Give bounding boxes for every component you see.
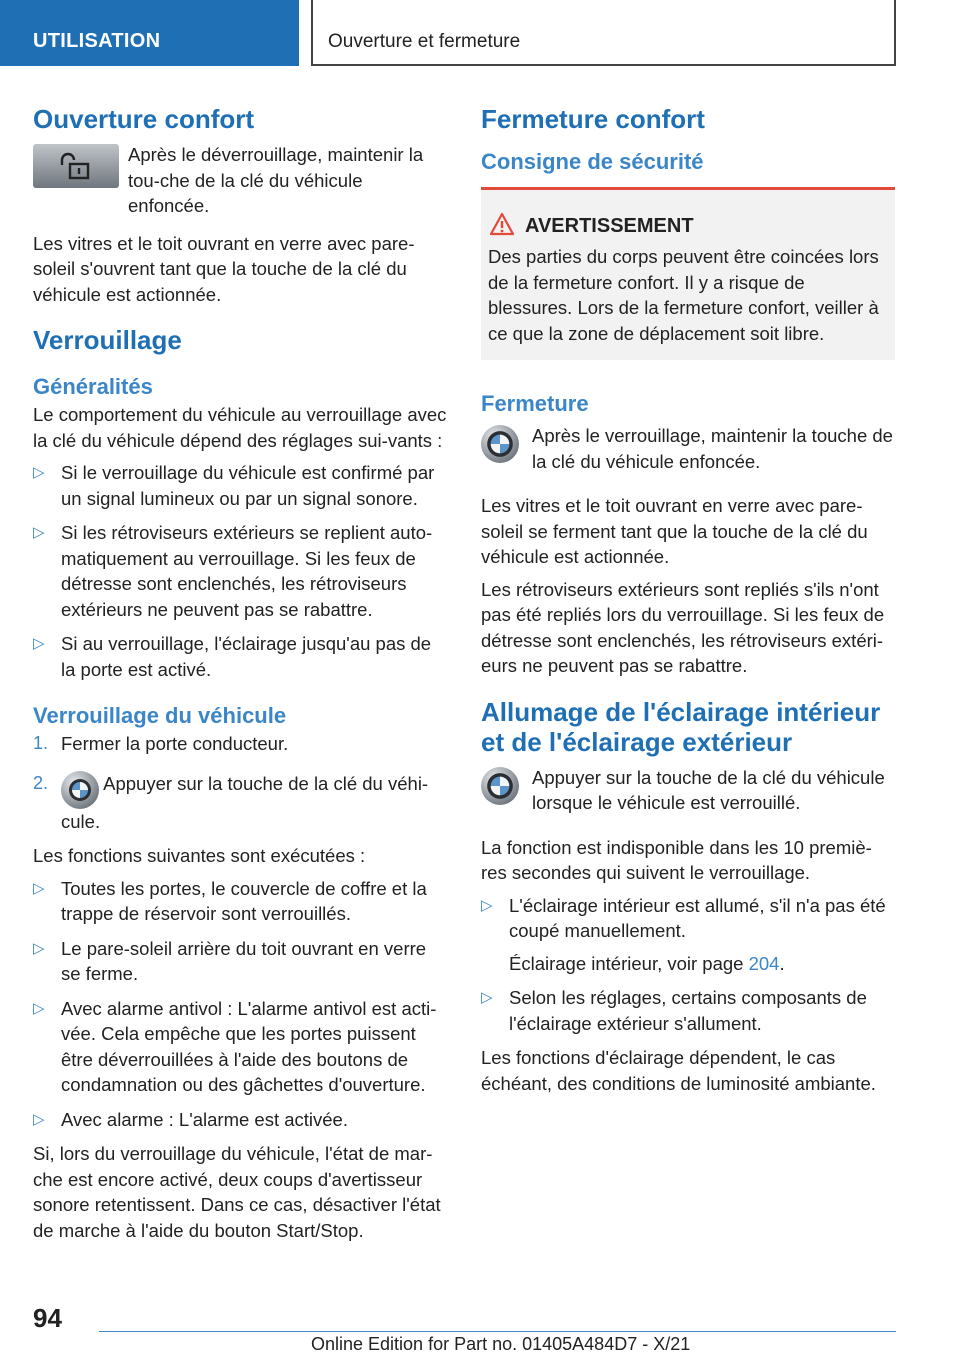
allumage-paragraph: La fonction est indisponible dans les 10 premiè-res secondes qui suivent le verrouillage. [481,836,872,883]
list-item: ▷ Le pare-soleil arrière du toit ouvrant en verre se ferme. [33,937,427,984]
warning-text: Des parties du corps peuvent être coincées lors de la fermeture confort. Il y a risque de blessures. Lors de la fermeture confort, veiller à ce que la zone de déplacement soit libre. [488,246,879,344]
fermeture-icon-text: Après le verrouillage, maintenir la touche de la clé du véhicule enfoncée. [532,425,893,472]
heading-consigne-securite: Consigne de sécurité [481,149,704,174]
heading-allumage-eclairage: Allumage de l'éclairage intérieur et de l'éclairage extérieur [481,696,881,757]
warning-title: AVERTISSEMENT [525,214,887,238]
generalites-list [33,460,447,682]
heading-verrouillage-vehicule: Verrouillage du véhicule [33,703,287,728]
heading-fermeture-confort: Fermeture confort [481,104,705,134]
header-section-tab [0,0,299,66]
header-chapter-box [311,0,896,66]
bullet-icon: ▷ [481,896,493,914]
fermeture-icon-paragraph [481,423,895,481]
unlock-button-icon [33,144,119,188]
bmw-logo-icon [61,771,99,809]
bullet-icon: ▷ [33,524,45,541]
bullet-icon: ▷ [33,635,45,652]
bmw-logo-icon [481,425,519,463]
list-item: ▷ Toutes les portes, le couvercle de coffre et la trappe de réservoir sont verrouillés. [33,877,427,924]
fermeture-paragraph-2: Les rétroviseurs extérieurs sont repliés s'ils n'ont pas été repliés lors du verrouillage. Si les feux de détresse sont enclenchés, les rétroviseurs extéri-eurs ne peuvent pas se rabattre. [481,578,885,676]
bmw-logo-icon [481,767,519,805]
fonctions-list [33,876,447,1133]
list-item: 2. Appuyer sur la touche de la clé du véhi-cule. [33,772,429,832]
footer-divider [99,1331,896,1332]
warning-box [481,187,895,360]
final-paragraph-right: Les fonctions d'éclairage dépendent, le cas échéant, des conditions de luminosité ambiante. [481,1047,876,1094]
list-item: 1. Fermer la porte conducteur. [33,733,289,754]
page-reference: Éclairage intérieur, voir page 204. [509,952,785,974]
ouverture-paragraph: Les vitres et le toit ouvrant en verre avec pare-soleil s'ouvrent tant que la touche de la clé du véhicule est actionnée. [33,232,415,305]
right-column [481,100,895,1103]
bullet-icon: ▷ [33,464,45,481]
final-paragraph-left: Si, lors du verrouillage du véhicule, l'état de mar-che est encore activé, deux coups d'avertisseur sonore retentissent. Dans ce cas, désactiver l'état de marche à l'aide du bouton Start/Stop. [33,1143,441,1241]
heading-ouverture-confort: Ouverture confort [33,104,255,134]
bullet-icon: ▷ [33,1110,45,1128]
fermeture-paragraph-1: Les vitres et le toit ouvrant en verre avec pare-soleil se ferment tant que la touche de la clé du véhicule est actionnée. [481,495,868,567]
page-number: 94 [33,1303,62,1333]
list-item: ▷ Si au verrouillage, l'éclairage jusqu'au pas de la porte est activé. [33,633,432,680]
bullet-icon: ▷ [33,999,45,1017]
list-item: ▷ L'éclairage intérieur est allumé, s'il n'a pas été coupé manuellement. Éclairage intérieur, voir page 204. [481,893,895,977]
page-link[interactable]: 204 [748,952,780,974]
allumage-icon-text: Appuyer sur la touche de la clé du véhicule lorsque le véhicule est verrouillé. [532,766,885,813]
heading-generalites: Généralités [33,374,153,399]
list-item: ▷ Avec alarme : L'alarme est activée. [33,1107,447,1133]
footer-edition: Online Edition for Part no. 01405A484D7 - X/21 [311,1334,691,1354]
bullet-icon: ▷ [33,939,45,957]
header-section-label: UTILISATION [33,30,161,52]
list-item: ▷ Selon les réglages, certains composants de l'éclairage extérieur s'allument. [481,987,867,1034]
header-chapter-label: Ouverture et fermeture [328,31,521,52]
list-item: ▷ Si les rétroviseurs extérieurs se replient auto-matiquement au verrouillage. Si les feux de détresse sont enclenchés, les rétroviseurs extérieurs ne peuvent pas se rabattre. [33,522,433,620]
left-column [33,100,447,1250]
heading-fermeture: Fermeture [481,391,589,416]
list-item: ▷ Avec alarme antivol : L'alarme antivol est acti-vée. Cela empêche que les portes puissent être déverrouillées à l'aide des boutons de condamnation ou des gâchettes d'ouverture. [33,997,437,1095]
allumage-icon-paragraph [481,765,895,823]
allumage-list [481,893,895,1037]
ouverture-icon-paragraph [33,142,447,219]
warning-triangle-icon [489,212,515,236]
verrouillage-steps [33,731,447,834]
bullet-icon: ▷ [481,989,493,1006]
ouverture-icon-text: Après le déverrouillage, maintenir la tou-che de la clé du véhicule enfoncée. [128,144,424,216]
generalites-paragraph: Le comportement du véhicule au verrouillage avec la clé du véhicule dépend des réglages sui-vants : [33,404,447,451]
heading-verrouillage: Verrouillage [33,325,182,355]
list-item: ▷ Si le verrouillage du véhicule est confirmé par un signal lumineux ou par un signal sonore. [33,462,435,509]
fonctions-paragraph: Les fonctions suivantes sont exécutées : [33,845,366,866]
bullet-icon: ▷ [33,879,45,897]
